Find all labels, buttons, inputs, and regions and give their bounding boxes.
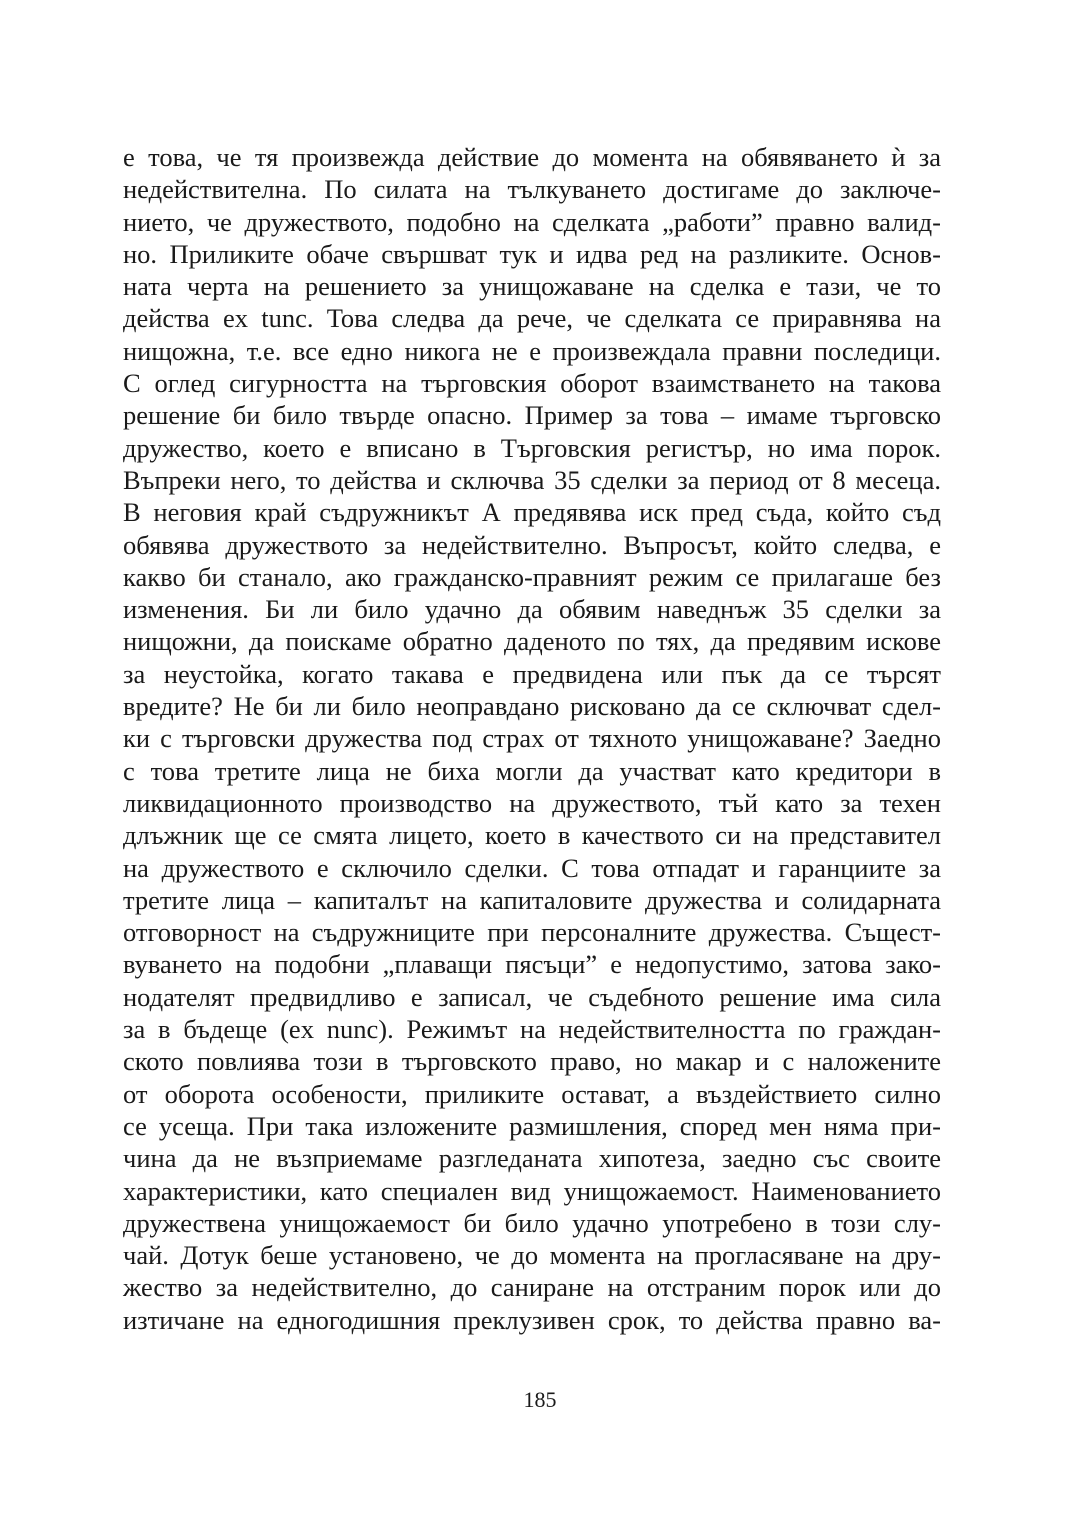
- text-line: характеристики, като специален вид унищожаемост. Наименованието: [123, 1175, 941, 1206]
- text-line: чай. Дотук беше установено, че до момента на прогласяване на дру-: [123, 1240, 941, 1271]
- text-line: ната черта на решението за унищожаване на сделка е тази, че то: [123, 271, 941, 302]
- text-line: нищожни, да поискаме обратно даденото по тях, да предявим искове: [123, 626, 941, 657]
- body-text: [123, 141, 941, 1336]
- text-line: третите лица – капиталът на капиталовите дружества и солидарната: [123, 884, 941, 915]
- text-line: дружество, което е вписано в Търговския регистър, но има порок.: [123, 432, 941, 463]
- text-line: действа ex tunc. Това следва да рече, че сделката се приравнява на: [123, 303, 941, 334]
- text-line: недействителна. По силата на тълкуването достигаме до заключе-: [123, 174, 941, 205]
- text-line: жество за недействително, до саниране на отстраним порок или до: [123, 1272, 941, 1303]
- text-line: за неустойка, когато такава е предвидена или пък да се търсят: [123, 658, 941, 689]
- text-line: изменения. Би ли било удачно да обявим наведнъж 35 сделки за: [123, 594, 941, 625]
- text-line: е това, че тя произвежда действие до момента на обявяването ѝ за: [123, 142, 941, 172]
- text-line: какво би станало, ако гражданско-правният режим се прилагаше без: [123, 561, 941, 592]
- text-line: чина да не възприемаме разгледаната хипотеза, заедно със своите: [123, 1143, 941, 1174]
- text-line: вуването на подобни „плаващи пясъци” е недопустимо, затова зако-: [123, 949, 941, 980]
- text-line: решение би било твърде опасно. Пример за това – имаме търговско: [123, 400, 941, 431]
- text-line: обявява дружеството за недействително. Въпросът, който следва, е: [123, 529, 941, 560]
- text-line: ки с търговски дружества под страх от тяхното унищожаване? Заедно: [123, 723, 941, 754]
- page-number: 185: [523, 1387, 557, 1412]
- text-line: Въпреки него, то действа и сключва 35 сделки за период от 8 месеца.: [123, 464, 941, 495]
- text-line: нието, че дружеството, подобно на сделката „работи” правно валид-: [123, 206, 941, 237]
- text-line: за в бъдеще (ex nunc). Режимът на недействителността по граждан-: [123, 1014, 941, 1045]
- text-line: но. Приликите обаче свършват тук и идва ред на разликите. Основ-: [123, 238, 941, 269]
- text-line: с това третите лица не биха могли да участват като кредитори в: [123, 755, 941, 786]
- text-line: ското повлиява този в търговското право, но макар и с наложените: [123, 1046, 941, 1077]
- text-line: изтичане на едногодишния преклузивен срок, то действа правно ва-: [123, 1304, 941, 1335]
- text-line: В неговия край съдружникът А предявява иск пред съда, който съд: [123, 497, 941, 528]
- text-line: нодателят предвидливо е записал, че съдебното решение има сила: [123, 981, 941, 1012]
- text-line: дружествена унищожаемост би било удачно употребено в този слу-: [123, 1207, 941, 1238]
- text-line: от оборота особености, приликите остават, а въздействието силно: [123, 1078, 941, 1109]
- text-line: отговорност на съдружниците при персоналните дружества. Същест-: [123, 917, 941, 948]
- text-line: на дружеството е сключило сделки. С това отпадат и гаранциите за: [123, 852, 941, 883]
- text-line: нищожна, т.е. все едно никога не е произвеждала правни последици.: [123, 335, 941, 366]
- text-line: ликвидационното производство на дружеството, тъй като за техен: [123, 787, 941, 818]
- text-line: С оглед сигурността на търговския оборот взаимстването на такова: [123, 368, 941, 399]
- text-line: се усеща. При така изложените размишления, според мен няма при-: [123, 1110, 941, 1141]
- text-line: длъжник ще се смята лицето, което в качеството си на представител: [123, 820, 941, 851]
- text-line: вредите? Не би ли било неоправдано рисковано да се сключват сдел-: [123, 691, 941, 722]
